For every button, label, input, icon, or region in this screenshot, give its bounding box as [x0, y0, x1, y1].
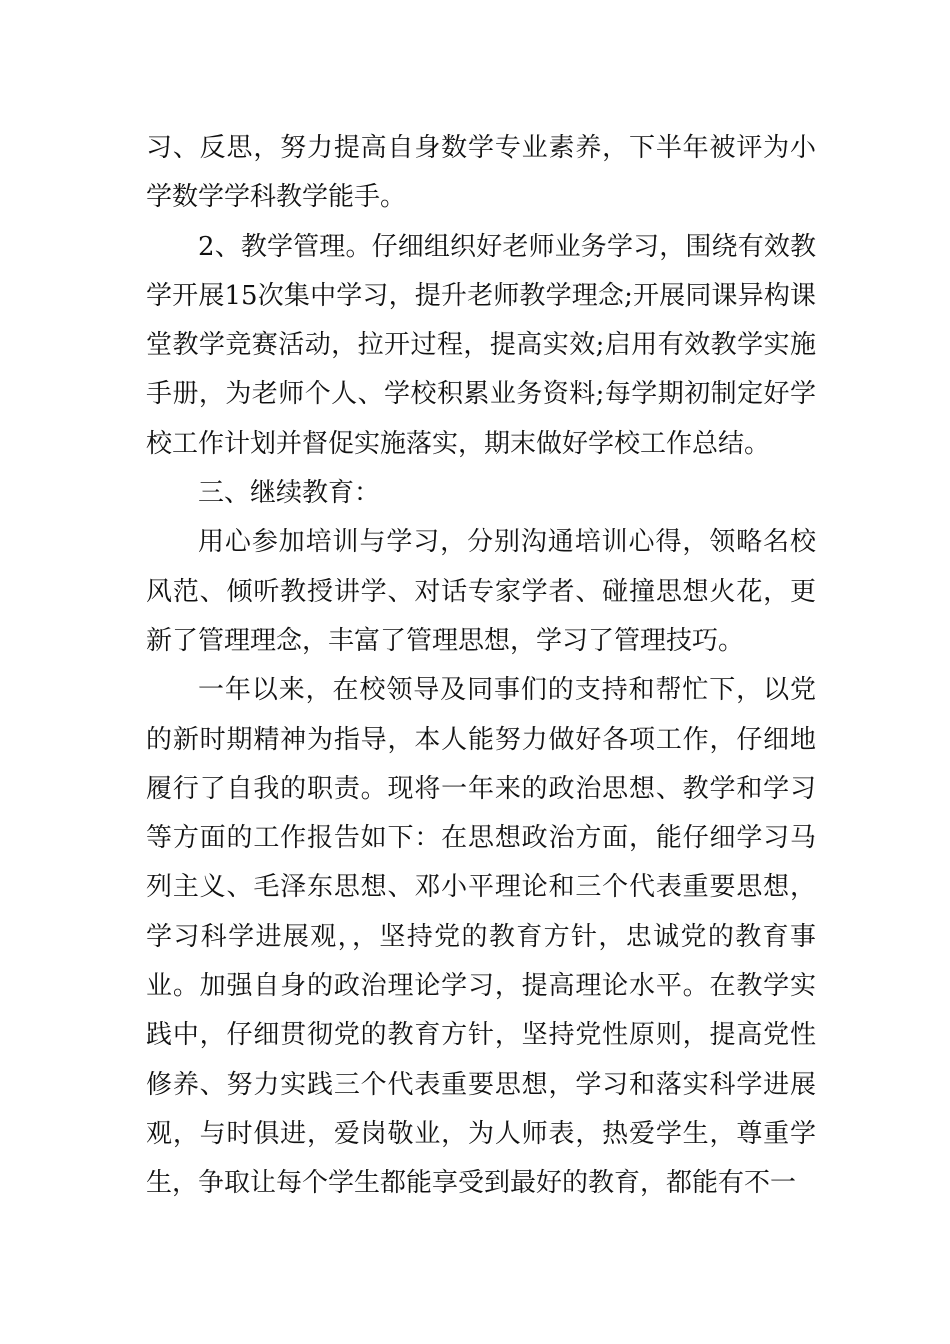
paragraph-training: 用心参加培训与学习，分别沟通培训心得，领略名校风范、倾听教授讲学、对话专家学者、碰撞思想火花，更新了管理理念，丰富了管理思想，学习了管理技巧。	[146, 527, 816, 656]
paragraph-continuation: 习、反思，努力提高自身数学专业素养，下半年被评为小学数学学科教学能手。	[146, 133, 816, 213]
paragraph-annual-summary: 一年以来，在校领导及同事们的支持和帮忙下，以党的新时期精神为指导，本人能努力做好各项工作，仔细地履行了自我的职责。现将一年来的政治思想、教学和学习等方面的工作报告如下：在思想政治方面，能仔细学习马列主义、毛泽东思想、邓小平理论和三个代表重要思想，学习科学进展观，，坚持党的教育方针，忠诚党的教育事业。加强自身的政治理论学习，提高理论水平。在教学实践中，仔细贯彻党的教育方针，坚持党性原则，提高党性修养、努力实践三个代表重要思想，学习和落实科学进展观，与时俱进，爱岗敬业，为人师表，热爱学生，尊重学生，争取让每个学生都能享受到最好的教育，都能有不一	[146, 675, 816, 1199]
paragraph-teaching-management: 2、教学管理。仔细组织好老师业务学习，围绕有效教学开展15次集中学习，提升老师教学理念;开展同课异构课堂教学竞赛活动，拉开过程，提高实效;启用有效教学实施手册，为老师个人、学校积累业务资料;每学期初制定好学校工作计划并督促实施落实，期末做好学校工作总结。	[146, 231, 816, 459]
section-heading-continuing-education: 三、继续教育：	[198, 478, 381, 509]
document-body	[146, 124, 816, 1209]
